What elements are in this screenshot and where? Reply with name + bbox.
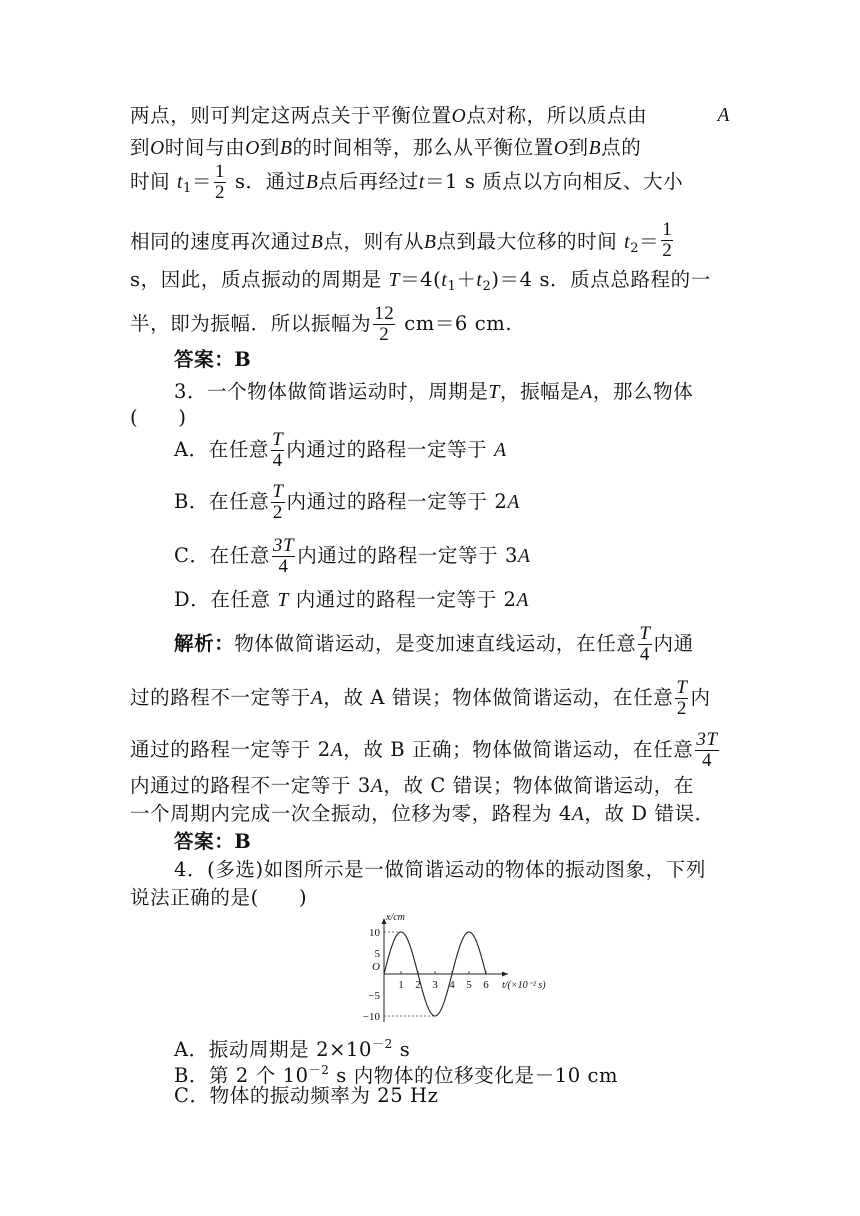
text-line: 两点，则可判定这两点关于平衡位置O点对称，所以质点由 A bbox=[130, 104, 730, 127]
answer-label: 答案：B bbox=[174, 830, 252, 853]
x-tick-label: 3 bbox=[432, 979, 438, 991]
x-tick-label: 6 bbox=[483, 979, 489, 991]
x-axis-label: t/(×10⁻² s) bbox=[502, 980, 546, 991]
text-line: s，因此，质点振动的周期是 $T=4(t_1+t_2)=4$ s．质点总路程的一 bbox=[130, 268, 711, 294]
option-a: A．在任意 $\frac{T}{4}$ 内通过的路程一定等于 A bbox=[174, 429, 507, 471]
chart-labels bbox=[363, 912, 547, 1023]
text-line: 相同的速度再次通过B点，则有从B点到最大位移的时间 $t_2=$ $\frac{1}{2}$ bbox=[130, 219, 673, 261]
chart-axes bbox=[382, 918, 509, 1022]
option-b: B．在任意 $\frac{T}{2}$ 内通过的路程一定等于 2A bbox=[174, 481, 520, 523]
y-tick-label: −10 bbox=[362, 1011, 380, 1023]
fraction: $\frac{T}{4}$ bbox=[639, 623, 651, 665]
fraction: $\frac{T}{2}$ bbox=[676, 677, 688, 719]
x-tick-label: 5 bbox=[466, 979, 472, 991]
text-line: 半，即为振幅．所以振幅为 $\frac{12}{2}$ cm＝6 cm. bbox=[130, 303, 513, 345]
fraction: $\frac{12}{2}$ bbox=[374, 303, 395, 345]
x-tick-label: 4 bbox=[449, 979, 455, 991]
fraction: $\frac{T}{2}$ bbox=[272, 481, 284, 523]
solution-line: 解析：物体做简谐运动，是变加速直线运动，在任意 $\frac{T}{4}$ 内通 bbox=[174, 623, 694, 665]
fraction: $\frac{1}{2}$ bbox=[215, 161, 226, 203]
solution-line: 内通过的路程不一定等于 3A，故 C 错误；物体做简谐运动，在 bbox=[130, 774, 694, 797]
fraction: $\frac{1}{2}$ bbox=[662, 219, 673, 261]
answer-label: 答案：B bbox=[174, 348, 252, 371]
fraction: $\frac{T}{4}$ bbox=[272, 429, 284, 471]
vibration-chart bbox=[352, 910, 562, 1025]
y-axis-label: x/cm bbox=[386, 912, 405, 923]
x-tick-label: 2 bbox=[415, 979, 421, 991]
y-tick-label: 10 bbox=[369, 927, 380, 939]
question-paren: ( ) bbox=[130, 406, 187, 429]
question-stem: 3．一个物体做简谐运动时，周期是T，振幅是A，那么物体 bbox=[174, 380, 694, 403]
x-tick-label: 1 bbox=[398, 979, 404, 991]
x-axis-arrow bbox=[502, 972, 508, 977]
option-a: A．振动周期是 $2\times 10^{-2}$ s bbox=[174, 1037, 411, 1061]
option-b: B．第 2 个 $10^{-2}$ s 内物体的位移变化是－10 cm bbox=[174, 1063, 619, 1087]
solution-line: 通过的路程一定等于 2A，故 B 正确；物体做简谐运动，在任意 $\frac{3T}{4}$ bbox=[130, 729, 718, 771]
option-d: D．在任意 T 内通过的路程一定等于 2A bbox=[174, 588, 530, 611]
fraction: $\frac{3T}{4}$ bbox=[696, 729, 718, 771]
option-c: C．在任意 $\frac{3T}{4}$ 内通过的路程一定等于 3A bbox=[174, 535, 531, 577]
origin-label: O bbox=[372, 961, 380, 973]
solution-line: 过的路程不一定等于A，故 A 错误；物体做简谐运动，在任意 $\frac{T}{2}$ 内 bbox=[130, 677, 711, 719]
solution-line: 一个周期内完成一次全振动，位移为零，路程为 4A，故 D 错误． bbox=[130, 802, 715, 825]
question-stem: 说法正确的是( ) bbox=[130, 886, 308, 909]
text-line: 到O时间与由O到B的时间相等，那么从平衡位置O到B点的 bbox=[130, 136, 642, 159]
option-c: C．物体的振动频率为 25 Hz bbox=[174, 1084, 439, 1107]
fraction: $\frac{3T}{4}$ bbox=[272, 535, 295, 577]
text-line: 时间 $t_1=$ $\frac{1}{2}$ s．通过B点后再经过t＝1 s 质点以方向相反、大小 bbox=[130, 161, 684, 203]
y-tick-label: 5 bbox=[374, 948, 380, 960]
y-tick-label: −5 bbox=[368, 990, 380, 1002]
question-stem: 4．(多选)如图所示是一做简谐运动的物体的振动图象，下列 bbox=[174, 858, 706, 881]
